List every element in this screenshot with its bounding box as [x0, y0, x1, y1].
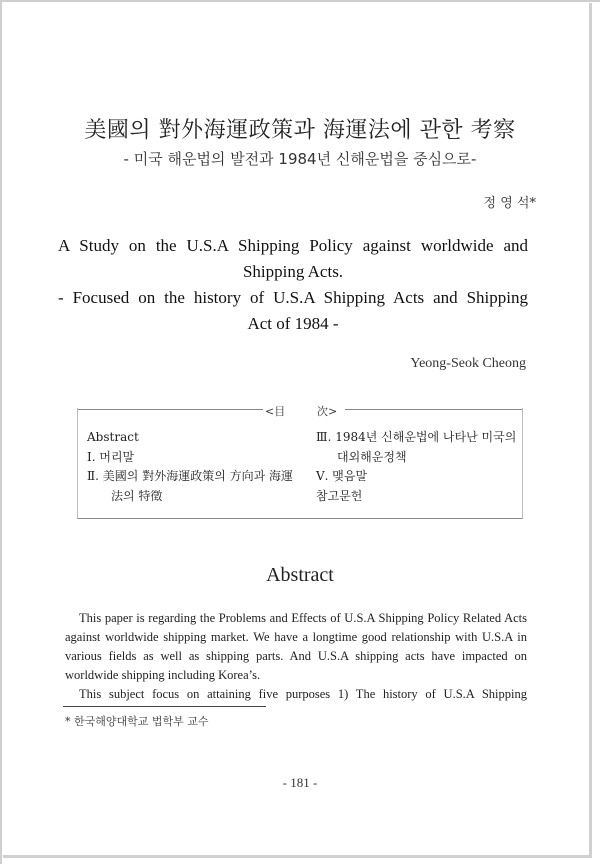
english-author: Yeong-Seok Cheong [410, 356, 526, 371]
korean-title: 美國의 對外海運政策과 海運法에 관한 考察 [84, 118, 516, 143]
korean-author: 정 영 석* [483, 196, 536, 211]
toc-item-introduction: Ⅰ. 머리말 [87, 449, 135, 464]
toc-item-conclusion: Ⅴ. 맺음말 [316, 469, 368, 483]
toc-item-section-2-cont: 法의 特徵 [111, 488, 163, 503]
toc-right-column [316, 428, 521, 506]
abstract-paragraph-2: This subject focus on attaining five purposes 1) The history of U.S.A Shipping [79, 687, 527, 701]
toc-label-part-2: 次> [317, 405, 338, 418]
english-title-line-4: Act of 1984 - [247, 314, 339, 333]
abstract-paragraph-1: This paper is regarding the Problems and Effects of U.S.A Shipping Policy Related Acts against worldwide shipping market. We have a longtime good relationship with U.S.A in various fields as well as shipping parts. And U.S.A shipping acts have impacted on worldwide shipping including Korea’s. [65, 611, 527, 682]
toc-label-part-1: <目 [265, 405, 286, 418]
toc-item-section-3: Ⅲ. 1984년 신해운법에 나타난 미국의 [316, 430, 517, 444]
english-title-line-2: Shipping Acts. [242, 262, 344, 281]
author-affiliation-footnote: * 한국해양대학교 법학부 교수 [65, 715, 209, 728]
abstract-body [65, 609, 527, 704]
toc-item-references: 참고문헌 [316, 488, 363, 503]
page-edge-top [0, 0, 600, 2]
toc-item-section-2: Ⅱ. 美國의 對外海運政策의 方向과 海運 [87, 469, 294, 483]
toc-item-section-3-cont: 대외해운정책 [337, 449, 407, 464]
toc-item-abstract: Abstract [87, 430, 139, 444]
english-title-line-3: - Focused on the history of U.S.A Shipping Acts and Shipping [58, 288, 528, 307]
footnote-rule [63, 706, 266, 707]
korean-subtitle: - 미국 해운법의 발전과 1984년 신해운법을 중심으로- [123, 150, 477, 168]
english-title [58, 233, 528, 337]
abstract-heading: Abstract [266, 564, 334, 586]
toc-left-column [87, 428, 297, 506]
page-number: - 181 - [282, 775, 318, 790]
english-title-line-1: A Study on the U.S.A Shipping Policy against worldwide and [58, 236, 528, 255]
